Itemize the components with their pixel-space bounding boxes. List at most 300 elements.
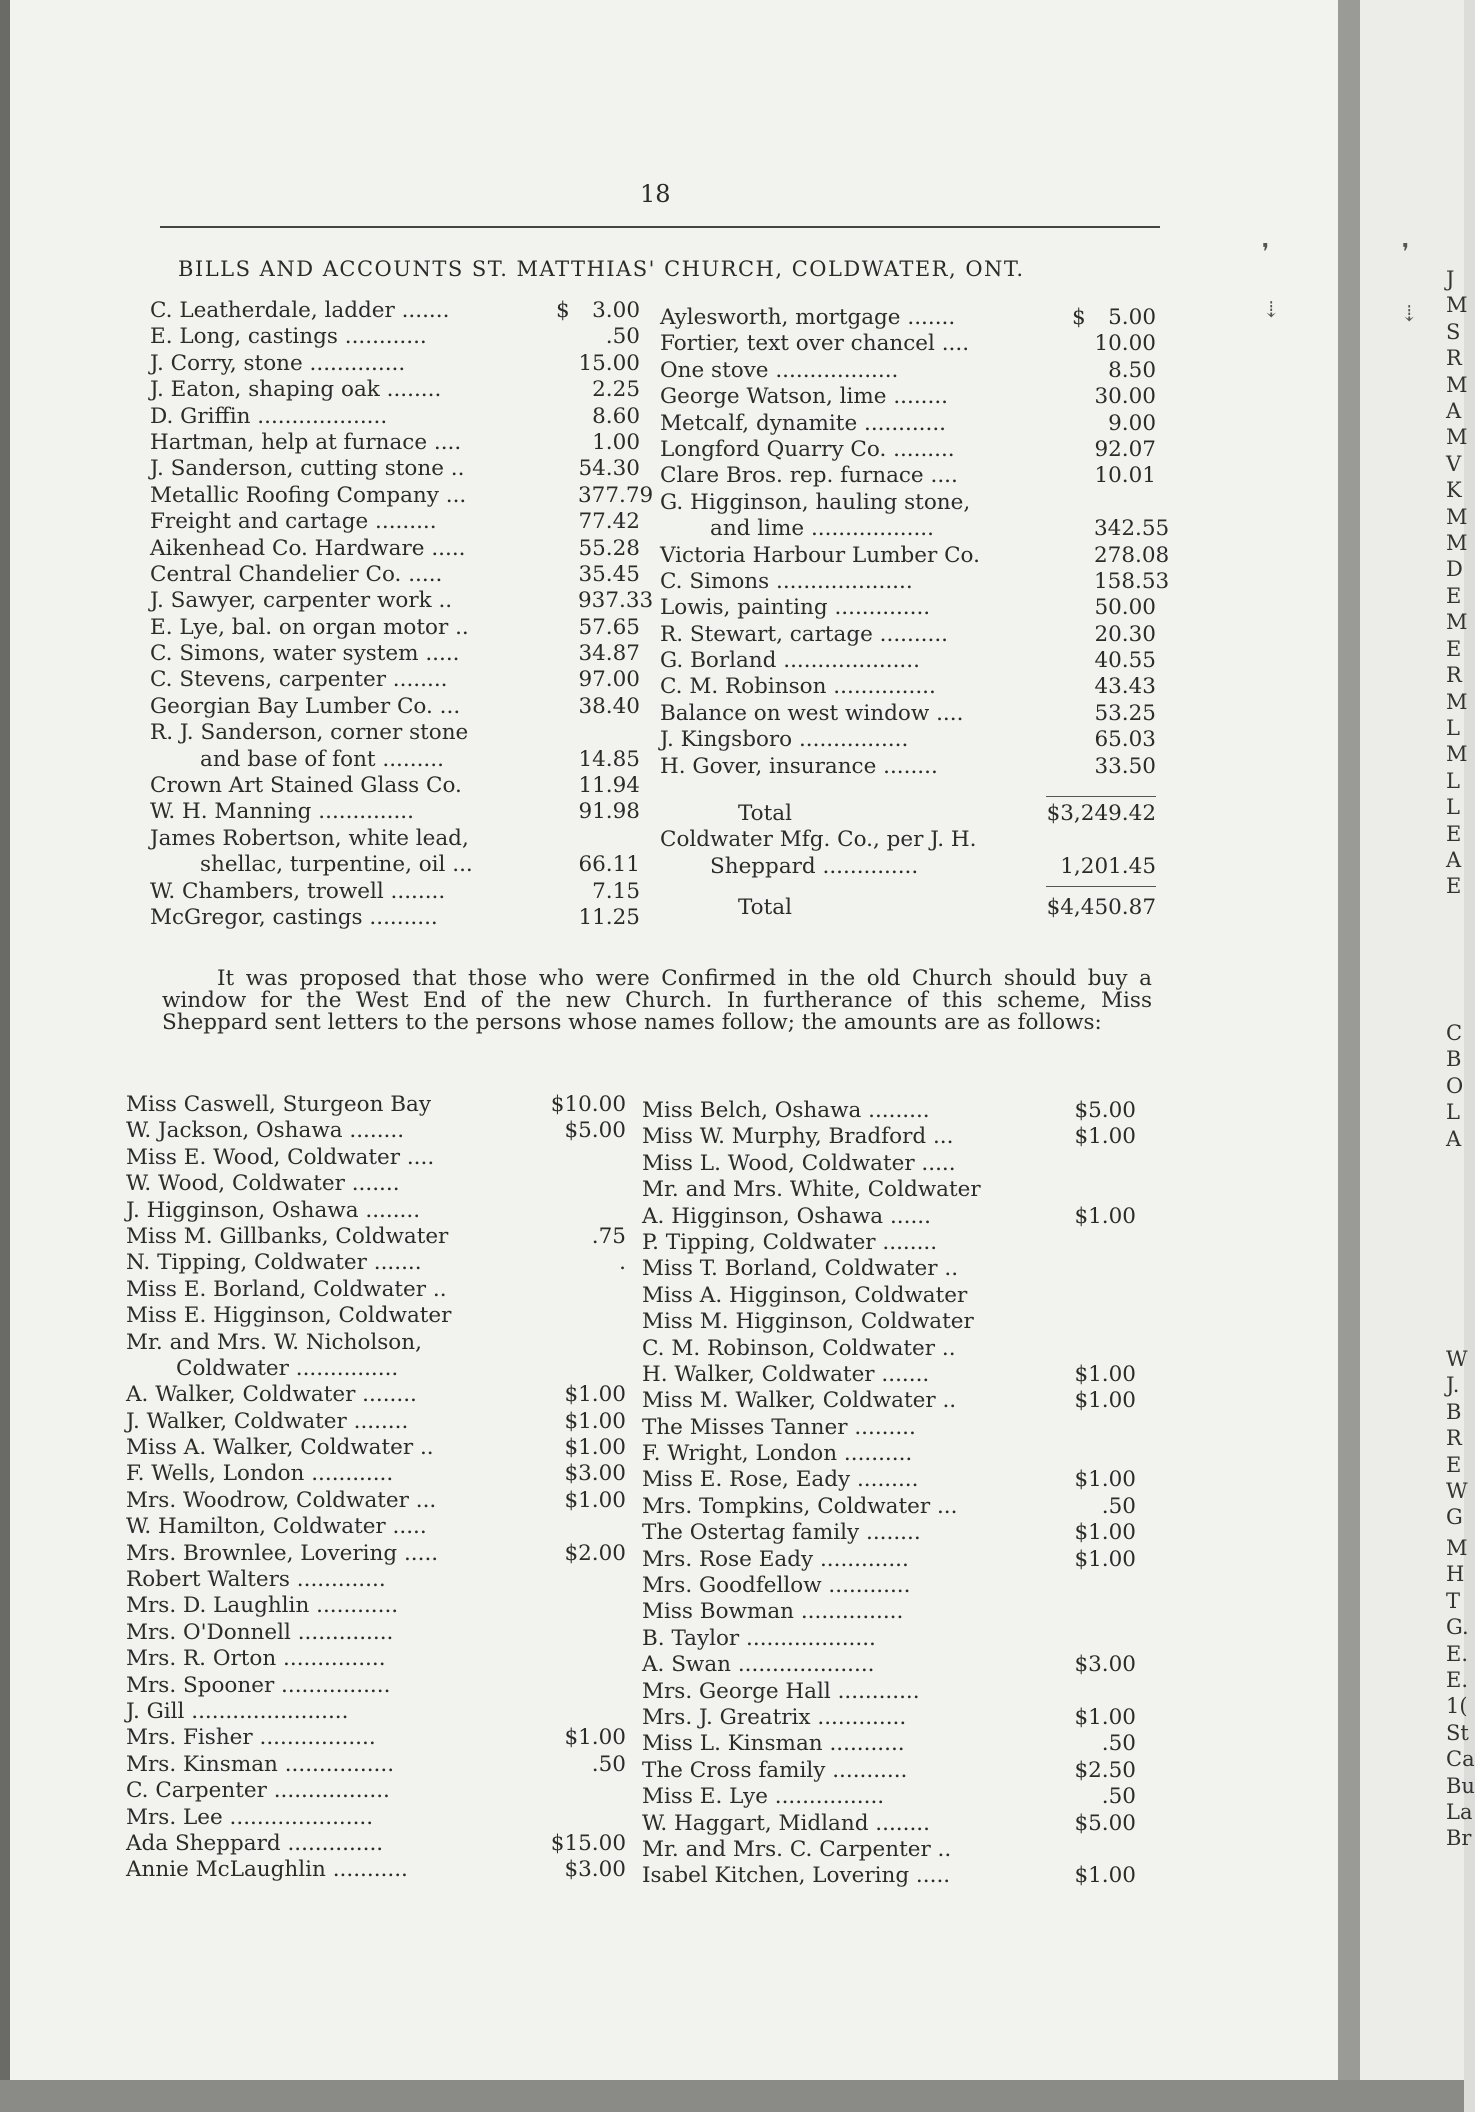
item-amount: 35.45: [578, 561, 640, 587]
item-amount: 65.03: [1094, 727, 1156, 753]
item-amount: 342.55: [1094, 516, 1170, 542]
list-item: [642, 1230, 1136, 1256]
gutter-mark: ⇣: [1262, 298, 1281, 323]
item-name: McGregor, castings ..........: [150, 904, 438, 930]
list-item: [642, 1415, 1136, 1441]
list-item: [126, 1198, 626, 1224]
item-name: E. Lye, bal. on organ motor ..: [150, 614, 469, 640]
item-name: Mrs. Kinsman ................: [126, 1751, 395, 1777]
coldwater-row-1: [660, 827, 1156, 853]
item-name: W. Haggart, Midland ........: [642, 1810, 930, 1836]
item-amount: 97.00: [578, 667, 640, 693]
item-name: J. Walker, Coldwater ........: [126, 1408, 409, 1434]
list-item: [660, 358, 1156, 384]
item-amount: [1056, 1177, 1136, 1203]
facing-page-letter: R: [1446, 346, 1462, 371]
list-item: [126, 1250, 626, 1276]
item-dollar-sign: [556, 562, 578, 588]
item-amount: $1.00: [1074, 1546, 1136, 1572]
item-amount: [546, 1778, 626, 1804]
item-name: Miss E. Wood, Coldwater ....: [126, 1144, 435, 1170]
item-name: Miss T. Borland, Coldwater ..: [642, 1256, 959, 1282]
list-item: [150, 799, 640, 825]
coldwater-amount: 1,201.45: [1060, 853, 1156, 879]
facing-page-letter: M: [1446, 689, 1468, 714]
item-amount: 33.50: [1094, 753, 1156, 779]
item-name: Mrs. Fisher .................: [126, 1725, 376, 1751]
facing-page-letters-4: [1446, 1535, 1475, 1852]
item-amount: [1056, 1599, 1136, 1625]
facing-page-letter: O: [1446, 1073, 1464, 1098]
item-dollar-sign: [1072, 674, 1094, 700]
item-name: Aylesworth, mortgage .......: [660, 305, 956, 330]
facing-page-letter: 1(: [1446, 1694, 1468, 1719]
item-amount: [1056, 1837, 1136, 1863]
item-dollar-sign: [556, 773, 578, 799]
total-row-1: [660, 801, 1156, 827]
item-name: Miss E. Rose, Eady .........: [642, 1467, 919, 1493]
item-amount: 158.53: [1094, 568, 1170, 594]
list-item: [642, 1731, 1136, 1757]
facing-page-letter: A: [1446, 399, 1462, 424]
item-name: J. Gill .......................: [126, 1698, 349, 1724]
item-name: W. H. Manning ..............: [150, 799, 414, 825]
item-name: and lime ..................: [710, 516, 934, 542]
item-amount: 77.42: [578, 509, 640, 535]
list-item: [642, 1520, 1136, 1546]
list-item: [642, 1124, 1136, 1150]
item-name: Miss E. Lye ................: [642, 1784, 885, 1810]
item-dollar-sign: [1072, 701, 1094, 727]
bills-left-column: [150, 298, 654, 931]
list-item: [150, 536, 640, 562]
item-amount: $2.50: [1074, 1757, 1136, 1783]
item-name: Mrs. Rose Eady .............: [642, 1546, 909, 1572]
item-name: C. M. Robinson ...............: [660, 674, 936, 700]
item-name: H. Walker, Coldwater .......: [642, 1361, 930, 1387]
item-dollar-sign: [556, 826, 578, 852]
item-amount: 34.87: [578, 641, 640, 667]
facing-page-letter: B: [1446, 1047, 1462, 1072]
donors-left-column: [126, 1092, 626, 1884]
item-name: R. J. Sanderson, corner stone: [150, 720, 469, 746]
item-name: Miss L. Kinsman ...........: [642, 1731, 905, 1757]
facing-page-letter: Br: [1446, 1826, 1472, 1851]
item-name: Hartman, help at furnace ....: [150, 429, 462, 455]
item-name: D. Griffin ...................: [150, 403, 388, 429]
item-amount: 57.65: [578, 614, 640, 640]
item-name: W. Chambers, trowell ........: [150, 878, 446, 904]
item-amount: .75: [591, 1223, 626, 1249]
list-item: [642, 1679, 1136, 1705]
item-amount: 30.00: [1094, 384, 1156, 410]
bills-heading: BILLS AND ACCOUNTS ST. MATTHIAS' CHURCH, COLDWATER, ONT.: [178, 257, 1025, 281]
item-amount: 5.00: [1108, 305, 1156, 330]
item-amount: [1056, 1151, 1136, 1177]
facing-page-letter: C: [1446, 1021, 1463, 1045]
facing-page-letter: R: [1446, 663, 1462, 688]
item-amount: 92.07: [1094, 436, 1156, 462]
item-dollar-sign: [1072, 411, 1094, 437]
list-item: [642, 1494, 1136, 1520]
list-item: [126, 1145, 626, 1171]
list-item: [150, 324, 640, 350]
list-item: [660, 542, 1170, 569]
facing-page-letter: G.: [1446, 1615, 1469, 1640]
facing-page-letter: K: [1446, 478, 1462, 503]
item-name: Georgian Bay Lumber Co. ...: [150, 693, 461, 719]
item-amount: 55.28: [578, 535, 640, 561]
item-name: G. Borland ....................: [660, 648, 920, 674]
item-name: F. Wells, London ............: [126, 1461, 394, 1487]
item-amount: [1056, 1441, 1136, 1467]
item-amount: [1056, 1573, 1136, 1599]
item-amount: $5.00: [564, 1118, 626, 1144]
list-item: [642, 1098, 1136, 1124]
item-dollar-sign: [556, 456, 578, 482]
coldwater-line: Sheppard ..............: [710, 853, 919, 879]
item-name: C. Leatherdale, ladder .......: [150, 298, 450, 323]
list-item: [660, 595, 1156, 621]
item-amount: .50: [1101, 1731, 1136, 1757]
list-item: [642, 1441, 1136, 1467]
item-name: Miss M. Gillbanks, Coldwater: [126, 1223, 449, 1249]
item-amount: $5.00: [1074, 1098, 1136, 1123]
list-item: [660, 384, 1156, 410]
item-name: Mr. and Mrs. C. Carpenter ..: [642, 1836, 952, 1862]
list-item: [642, 1467, 1136, 1493]
gutter-mark: ❜: [1402, 240, 1410, 265]
item-name: Isabel Kitchen, Lovering .....: [642, 1863, 951, 1889]
item-name: Miss A. Walker, Coldwater ..: [126, 1435, 434, 1461]
list-item: [642, 1758, 1136, 1784]
list-item: [150, 509, 640, 535]
item-amount: $1.00: [1074, 1388, 1136, 1414]
item-amount: [546, 1514, 626, 1540]
list-item: [660, 463, 1156, 489]
facing-page-letter: B: [1446, 1399, 1462, 1424]
item-amount: $1.00: [1074, 1124, 1136, 1150]
item-amount: $1.00: [564, 1487, 626, 1513]
item-amount: 10.00: [1094, 331, 1156, 357]
item-name: Mrs. Lee .....................: [126, 1804, 374, 1830]
item-dollar-sign: [1072, 569, 1094, 595]
facing-page-letter: M: [1446, 1536, 1468, 1560]
item-amount: [1056, 1626, 1136, 1652]
item-dollar-sign: [1072, 595, 1094, 621]
item-name: Aikenhead Co. Hardware .....: [150, 535, 466, 561]
item-amount: [546, 1145, 626, 1171]
item-name: C. Stevens, carpenter ........: [150, 667, 448, 693]
item-name: and base of font .........: [200, 746, 444, 772]
facing-page-letter: L: [1446, 768, 1460, 793]
item-amount: [546, 1171, 626, 1197]
donors-right-column: [642, 1098, 1136, 1890]
list-item: [150, 773, 640, 799]
item-amount: $1.00: [564, 1725, 626, 1751]
item-amount: .: [619, 1250, 626, 1276]
item-name: Metcalf, dynamite ............: [660, 410, 947, 436]
list-item: [642, 1151, 1136, 1177]
item-name: Mr. and Mrs. White, Coldwater: [642, 1177, 981, 1203]
item-amount: [546, 1356, 626, 1382]
list-item: [126, 1382, 626, 1408]
facing-page-letter: L: [1446, 795, 1460, 820]
item-dollar-sign: [556, 430, 578, 456]
list-item: [126, 1620, 626, 1646]
list-item: [126, 1593, 626, 1619]
list-item: [642, 1362, 1136, 1388]
item-amount: $1.00: [1074, 1520, 1136, 1546]
item-name: Mrs. O'Donnell ..............: [126, 1619, 394, 1645]
list-item: [150, 404, 640, 430]
list-item: [126, 1409, 626, 1435]
item-amount: [546, 1646, 626, 1672]
facing-page-letter: La: [1446, 1800, 1473, 1825]
item-amount: $1.00: [1074, 1361, 1136, 1387]
facing-page-letter: Bu: [1446, 1773, 1475, 1798]
item-dollar-sign: [1072, 516, 1094, 542]
item-name: Mrs. Tompkins, Coldwater ...: [642, 1493, 958, 1519]
item-name: Miss W. Murphy, Bradford ...: [642, 1124, 954, 1150]
item-name: J. Higginson, Oshawa ........: [126, 1197, 421, 1223]
list-item: [150, 879, 640, 905]
item-amount: [546, 1593, 626, 1619]
facing-page-letter: W: [1446, 1347, 1468, 1371]
list-item: [150, 482, 654, 509]
item-amount: 50.00: [1094, 595, 1156, 621]
list-item: [126, 1673, 626, 1699]
list-item: [126, 1118, 626, 1144]
item-amount: 20.30: [1094, 621, 1156, 647]
facing-page-letter: W: [1446, 1479, 1468, 1504]
item-amount: 66.11: [578, 852, 640, 878]
list-item: [642, 1784, 1136, 1810]
list-item: [150, 641, 640, 667]
item-amount: [546, 1699, 626, 1725]
list-item: [150, 377, 640, 403]
item-amount: $1.00: [1074, 1203, 1136, 1229]
list-item: [126, 1725, 626, 1751]
item-name: P. Tipping, Coldwater ........: [642, 1229, 938, 1255]
item-amount: [578, 826, 640, 852]
facing-page-letters-2: [1446, 1020, 1463, 1152]
item-name: Miss M. Walker, Coldwater ..: [642, 1388, 957, 1414]
item-amount: 14.85: [578, 746, 640, 772]
list-item: [660, 674, 1156, 700]
total-amount: $3,249.42: [1046, 801, 1156, 826]
item-amount: $3.00: [1074, 1652, 1136, 1678]
item-dollar-sign: [556, 377, 578, 403]
list-item: [126, 1752, 626, 1778]
item-name: Miss Caswell, Sturgeon Bay: [126, 1092, 432, 1117]
list-item: [660, 568, 1170, 595]
item-name: Mrs. Goodfellow ............: [642, 1573, 911, 1599]
item-dollar-sign: [556, 694, 578, 720]
item-dollar-sign: [556, 879, 578, 905]
item-amount: $10.00: [550, 1092, 626, 1117]
list-item: [126, 1646, 626, 1672]
list-item: [642, 1309, 1136, 1335]
item-dollar-sign: $: [556, 298, 570, 323]
item-dollar-sign: [556, 509, 578, 535]
facing-page-letter: G: [1446, 1505, 1463, 1530]
item-amount: 91.98: [578, 799, 640, 825]
item-name: Longford Quarry Co. .........: [660, 436, 955, 462]
book-gutter: [1338, 0, 1360, 2112]
item-name: One stove ..................: [660, 357, 899, 383]
list-item: [660, 622, 1156, 648]
grand-total-amount: $4,450.87: [1046, 895, 1156, 921]
item-name: Crown Art Stained Glass Co.: [150, 773, 462, 799]
item-name: Victoria Harbour Lumber Co.: [660, 542, 980, 568]
list-item: [126, 1092, 626, 1118]
header-rule: [160, 226, 1160, 228]
list-item: [642, 1863, 1136, 1889]
item-dollar-sign: [1072, 648, 1094, 674]
list-item: [642, 1652, 1136, 1678]
item-name: Ada Sheppard ..............: [126, 1830, 384, 1856]
item-amount: [546, 1277, 626, 1303]
item-amount: 11.25: [578, 904, 640, 930]
scan-bottom-edge: [0, 2080, 1464, 2112]
item-name: Mrs. R. Orton ...............: [126, 1646, 386, 1672]
item-dollar-sign: [556, 667, 578, 693]
list-item: [642, 1811, 1136, 1837]
list-item: [660, 701, 1156, 727]
item-amount: [578, 720, 640, 746]
item-amount: [546, 1673, 626, 1699]
total-label: Total: [738, 801, 792, 826]
item-amount: 9.00: [1108, 410, 1156, 436]
item-name: N. Tipping, Coldwater .......: [126, 1250, 422, 1276]
item-amount: $3.00: [564, 1857, 626, 1883]
item-amount: 7.15: [592, 878, 640, 904]
item-name: Miss Belch, Oshawa .........: [642, 1098, 930, 1123]
list-item: [150, 588, 654, 614]
bills-totals: [660, 796, 1156, 922]
item-dollar-sign: [556, 404, 578, 430]
item-amount: 8.60: [592, 403, 640, 429]
list-item: [660, 754, 1156, 780]
item-amount: [546, 1620, 626, 1646]
item-name: The Cross family ...........: [642, 1757, 908, 1783]
coldwater-row-2: [660, 854, 1156, 880]
intro-text: It was proposed that those who were Confirmed in the old Church should buy a window for the West End of the new Church. In furtherance of this scheme, Miss Sheppard sent letters to the persons whose names follow; the amounts are as follows:: [162, 966, 1152, 1035]
total-rule-2: [1046, 886, 1156, 887]
list-item: [150, 456, 640, 482]
facing-page-letters-3: [1446, 1346, 1468, 1531]
item-name: Mrs. D. Laughlin ............: [126, 1593, 399, 1619]
item-name: B. Taylor ...................: [642, 1625, 876, 1651]
facing-page-letter: St: [1446, 1720, 1469, 1745]
item-dollar-sign: [1072, 490, 1094, 516]
facing-page-letter: L: [1446, 1100, 1460, 1125]
facing-page-letter: L: [1446, 715, 1460, 740]
item-amount: .50: [1101, 1493, 1136, 1519]
facing-page-letter: E: [1446, 821, 1462, 846]
item-name: C. Simons, water system .....: [150, 641, 460, 667]
list-item: [660, 331, 1156, 357]
item-amount: 1.00: [592, 429, 640, 455]
list-item: [150, 852, 640, 878]
item-amount: [1056, 1679, 1136, 1705]
facing-page-letter: E: [1446, 583, 1462, 608]
item-amount: 15.00: [578, 350, 640, 376]
list-item: [642, 1599, 1136, 1625]
item-name: R. Stewart, cartage ..........: [660, 621, 949, 647]
list-item: [150, 720, 640, 746]
item-amount: [1056, 1415, 1136, 1441]
item-name: A. Higginson, Oshawa ......: [642, 1203, 931, 1229]
list-item: [642, 1177, 1136, 1203]
facing-page-letter: M: [1446, 610, 1468, 635]
item-dollar-sign: [1072, 622, 1094, 648]
list-item: [126, 1805, 626, 1831]
list-item: [126, 1356, 626, 1382]
facing-page-letter: A: [1446, 847, 1462, 872]
item-amount: .50: [591, 1751, 626, 1777]
item-amount: [1056, 1230, 1136, 1256]
item-name: E. Long, castings ............: [150, 324, 427, 350]
list-item: [660, 305, 1156, 331]
facing-page-letter: D: [1446, 557, 1463, 582]
item-dollar-sign: $: [1072, 305, 1086, 330]
item-amount: $1.00: [564, 1382, 626, 1408]
list-item: [126, 1224, 626, 1250]
item-amount: $15.00: [550, 1830, 626, 1856]
bills-right-column: [660, 305, 1170, 780]
item-dollar-sign: [556, 747, 578, 773]
item-name: A. Swan ....................: [642, 1652, 875, 1678]
item-dollar-sign: [1072, 331, 1094, 357]
item-name: C. Simons ....................: [660, 568, 913, 594]
facing-page-letter: E.: [1446, 1668, 1469, 1693]
item-amount: [546, 1330, 626, 1356]
facing-page-letter: E: [1446, 1452, 1462, 1477]
list-item: [660, 490, 1156, 516]
list-item: [126, 1330, 626, 1356]
item-name: Annie McLaughlin ...........: [126, 1857, 408, 1883]
list-item: [150, 747, 640, 773]
grand-total-label: Total: [738, 895, 792, 921]
item-dollar-sign: [556, 641, 578, 667]
facing-page-letter: M: [1446, 742, 1468, 767]
gutter-mark: ❜: [1262, 240, 1270, 265]
item-dollar-sign: [556, 615, 578, 641]
list-item: [126, 1541, 626, 1567]
list-item: [126, 1461, 626, 1487]
item-dollar-sign: [556, 720, 578, 746]
item-amount: 53.25: [1094, 700, 1156, 726]
list-item: [642, 1204, 1136, 1230]
item-dollar-sign: [1072, 543, 1094, 569]
item-dollar-sign: [1072, 463, 1094, 489]
item-amount: 8.50: [1108, 357, 1156, 383]
item-name: W. Hamilton, Coldwater .....: [126, 1514, 427, 1540]
list-item: [642, 1283, 1136, 1309]
item-name: Robert Walters .............: [126, 1567, 386, 1593]
item-dollar-sign: [556, 483, 578, 509]
item-amount: [1056, 1256, 1136, 1282]
item-dollar-sign: [556, 799, 578, 825]
list-item: [126, 1778, 626, 1804]
list-item: [150, 430, 640, 456]
list-item: [126, 1831, 626, 1857]
facing-page-letter: M: [1446, 531, 1468, 556]
facing-page-letter: H: [1446, 1562, 1465, 1587]
item-amount: $3.00: [564, 1461, 626, 1487]
